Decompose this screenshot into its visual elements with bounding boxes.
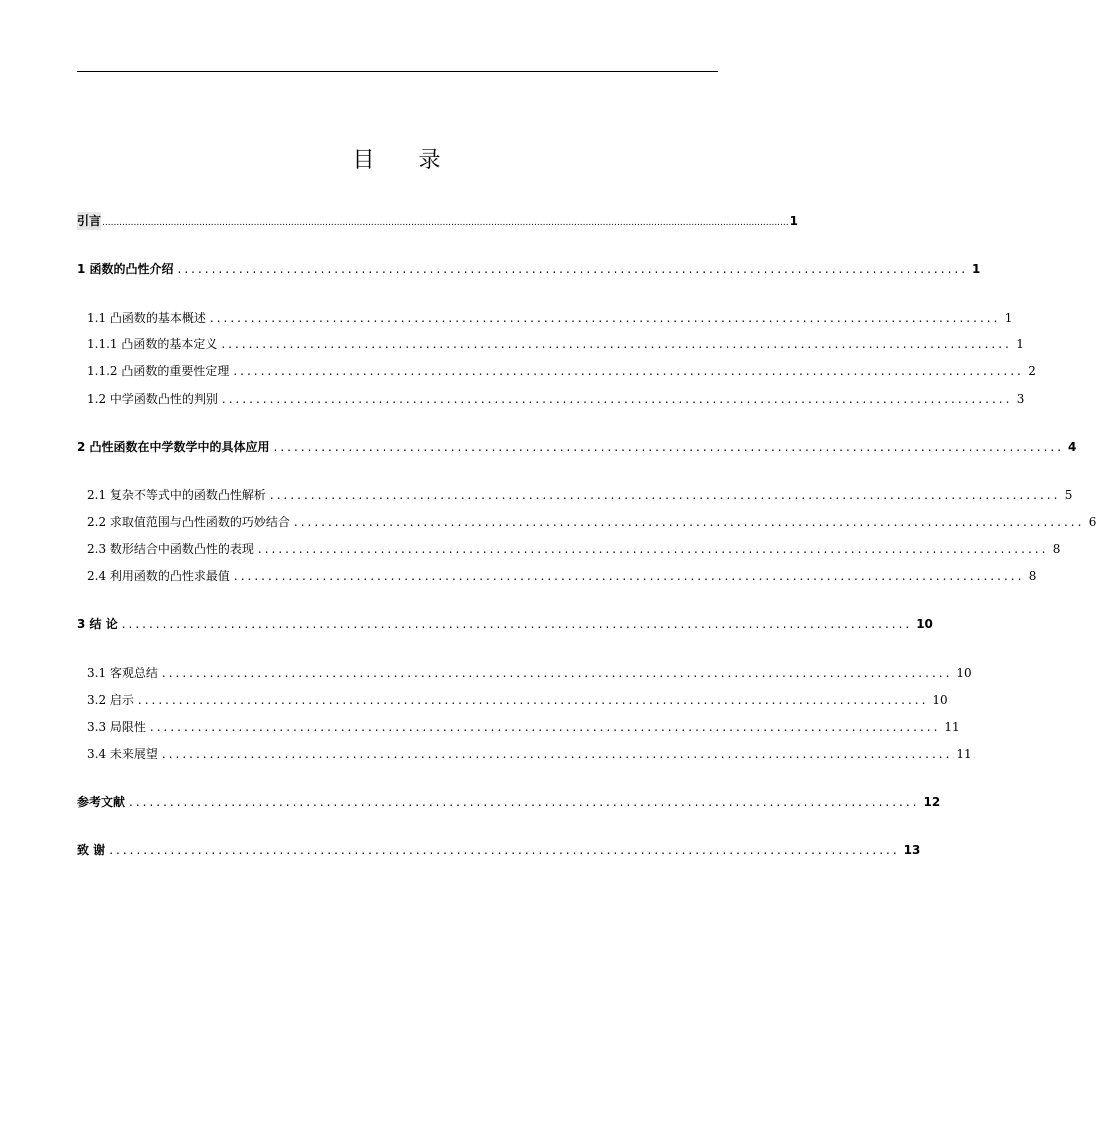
toc-page-number: 1 [1004,311,1013,325]
toc-leader-dots: .................................................................................................................... [221,392,1013,406]
toc-leader-dots: .................................................................................................................... [109,843,900,857]
toc-entry-label: 2.1 复杂不等式中的函数凸性解析 [87,488,266,502]
toc-entry-label: 1.1 凸函数的基本概述 [87,311,206,325]
toc-page-number: 10 [956,666,972,680]
toc-entry-label: 2.2 求取值范围与凸性函数的巧妙结合 [87,515,290,529]
toc-entry-label: 2.4 利用函数的凸性求最值 [87,569,230,583]
toc-entry-chapter-2[interactable] [77,438,1077,456]
toc-entry-label: 1.1.2 凸函数的重要性定理 [87,364,230,378]
toc-leader-dots: .................................................................................................................... [177,262,969,276]
toc-entry-chapter-3[interactable] [77,615,933,633]
toc-page-number: 13 [903,843,921,857]
toc-page-number: 4 [1068,440,1077,454]
toc-entry-acknowledgements[interactable] [77,841,921,859]
toc-entry-introduction[interactable] [77,212,798,230]
toc-entry-label: 1.1.1 凸函数的基本定义 [87,337,218,351]
toc-page-number: 11 [956,747,972,761]
toc-leader-dots: .................................................................................................................... [209,311,1001,325]
toc-page-number: 3 [1016,392,1025,406]
toc-page-number: 6 [1088,515,1096,529]
toc-entry-section-2-1[interactable] [87,486,1073,504]
toc-leader-dots: .................................................................................................................... [293,515,1085,529]
toc-leader-dots: .................................................................................................................... [121,617,913,631]
header-rule [77,71,718,72]
toc-entry-label: 3.2 启示 [87,693,134,707]
toc-entry-label: 2.3 数形结合中函数凸性的表现 [87,542,254,556]
toc-leader-dots: .................................................................................................................... [161,666,953,680]
toc-page-number: 12 [923,795,941,809]
toc-entry-label: 1.2 中学函数凸性的判别 [87,392,218,406]
toc-entry-section-3-4[interactable] [87,745,972,763]
toc-leader-dots: .................................................................................................................... [221,337,1012,351]
toc-page-number: 10 [916,617,933,631]
toc-leader-dots: .................................................................................................................... [269,488,1061,502]
toc-leader-dots: ................................................................................................................................................................................................................................................ [102,218,789,228]
toc-entry-label: 3.4 未来展望 [87,747,158,761]
toc-entry-chapter-1[interactable] [77,260,981,278]
toc-page-number: 10 [932,693,948,707]
toc-entry-label: 3 结 论 [77,617,118,631]
toc-entry-label: 参考文献 [77,795,126,809]
toc-page-number: 5 [1064,488,1073,502]
toc-page-number: 8 [1052,542,1061,556]
toc-entry-section-1-2[interactable] [87,390,1025,408]
toc-leader-dots: .................................................................................................................... [233,364,1024,378]
toc-leader-dots: .................................................................................................................... [149,720,941,734]
toc-entry-section-3-2[interactable] [87,691,948,709]
toc-page-number: 2 [1028,364,1036,378]
toc-leader-dots: .................................................................................................................... [137,693,929,707]
toc-entry-section-1-1-1[interactable] [87,335,1024,353]
toc-leader-dots: .................................................................................................................... [257,542,1049,556]
toc-entry-label: 3.3 局限性 [87,720,146,734]
toc-leader-dots: .................................................................................................................... [161,747,953,761]
toc-leader-dots: .................................................................................................................... [273,440,1065,454]
page-title: 目录 [352,148,485,173]
toc-entry-section-2-3[interactable] [87,540,1061,558]
toc-leader-dots: .................................................................................................................... [233,569,1025,583]
toc-entry-section-3-3[interactable] [87,718,960,736]
toc-page-number: 1 [972,262,981,276]
toc-page-number: 1 [1016,337,1024,351]
toc-entry-label: 2 凸性函数在中学数学中的具体应用 [77,440,270,454]
toc-entry-section-2-4[interactable] [87,567,1037,585]
toc-leader-dots: .................................................................................................................... [129,795,920,809]
toc-entry-section-1-1-2[interactable] [87,362,1036,380]
toc-entry-references[interactable] [77,793,941,811]
toc-entry-label: 3.1 客观总结 [87,666,158,680]
toc-entry-section-1-1[interactable] [87,309,1013,327]
toc-page-number: 11 [944,720,960,734]
toc-entry-label: 致 谢 [77,843,106,857]
toc-entry-section-3-1[interactable] [87,664,972,682]
toc-entry-section-2-2[interactable] [87,513,1096,531]
toc-page-number: 1 [789,214,798,228]
toc-entry-label: 1 函数的凸性介绍 [77,262,174,276]
toc-page-number: 8 [1028,569,1037,583]
toc-entry-label: 引言 [77,214,102,228]
